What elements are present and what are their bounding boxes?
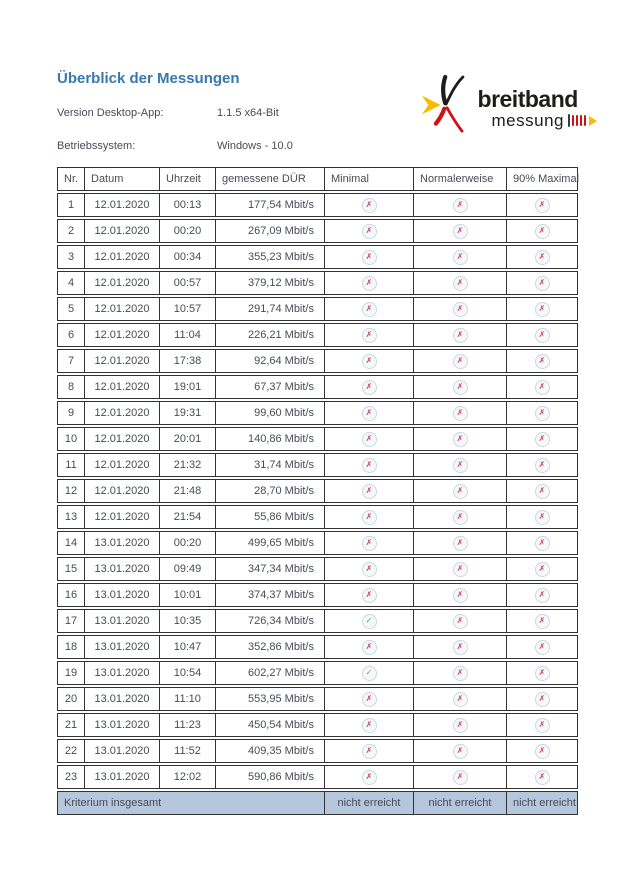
cell-uhrzeit: 00:20 [160,219,216,243]
meta-version-value: 1.1.5 x64-Bit [217,107,279,119]
cell-minimal [325,219,414,243]
cell-minimal [325,297,414,321]
cell-duer: 99,60 Mbit/s [216,401,325,425]
cross-icon: ✗ [362,406,377,421]
cell-maximal [507,635,578,659]
table-row [57,193,578,217]
cell-nr: 16 [57,583,85,607]
cell-duer: 347,34 Mbit/s [216,557,325,581]
cell-minimal [325,245,414,269]
cell-nr: 1 [57,193,85,217]
cross-icon: ✗ [362,328,377,343]
cross-icon: ✗ [535,536,550,551]
cell-duer: 379,12 Mbit/s [216,271,325,295]
cross-icon: ✗ [362,484,377,499]
cross-icon: ✗ [453,224,468,239]
table-row [57,375,578,399]
cell-uhrzeit: 00:57 [160,271,216,295]
cross-icon: ✗ [362,744,377,759]
col-header-uhrzeit: Uhrzeit [160,167,216,191]
logo-word-messung: messung [491,111,564,130]
check-icon: ✓ [362,614,377,629]
cell-normalerweise [414,635,507,659]
cross-icon: ✗ [535,614,550,629]
cross-icon: ✗ [535,484,550,499]
cell-normalerweise [414,765,507,789]
cell-nr: 15 [57,557,85,581]
table-row [57,219,578,243]
cross-icon: ✗ [362,458,377,473]
cell-nr: 22 [57,739,85,763]
cell-duer: 140,86 Mbit/s [216,427,325,451]
cell-nr: 2 [57,219,85,243]
cell-normalerweise [414,661,507,685]
cross-icon: ✗ [453,250,468,265]
cell-maximal [507,349,578,373]
cell-duer: 450,54 Mbit/s [216,713,325,737]
cross-icon: ✗ [453,432,468,447]
cell-maximal [507,583,578,607]
col-header-datum: Datum [85,167,160,191]
cell-nr: 18 [57,635,85,659]
check-icon: ✓ [362,666,377,681]
cell-maximal [507,531,578,555]
cell-normalerweise [414,427,507,451]
cell-duer: 92,64 Mbit/s [216,349,325,373]
cross-icon: ✗ [453,406,468,421]
cell-minimal [325,531,414,555]
cross-icon: ✗ [535,406,550,421]
cross-icon: ✗ [453,484,468,499]
cell-normalerweise [414,323,507,347]
cell-uhrzeit: 00:34 [160,245,216,269]
cross-icon: ✗ [535,718,550,733]
cross-icon: ✗ [362,198,377,213]
cell-normalerweise [414,505,507,529]
cell-datum: 12.01.2020 [85,193,160,217]
summary-normalerweise: nicht erreicht [414,791,507,815]
cell-nr: 7 [57,349,85,373]
cell-normalerweise [414,557,507,581]
cross-icon: ✗ [453,510,468,525]
cell-uhrzeit: 21:32 [160,453,216,477]
meta-version-label: Version Desktop-App: [57,107,164,119]
cell-nr: 14 [57,531,85,555]
cross-icon: ✗ [535,380,550,395]
cross-icon: ✗ [535,354,550,369]
cross-icon: ✗ [535,432,550,447]
cell-duer: 409,35 Mbit/s [216,739,325,763]
cell-nr: 5 [57,297,85,321]
meta-os-label: Betriebssystem: [57,140,136,152]
table-row [57,531,578,555]
cell-duer: 726,34 Mbit/s [216,609,325,633]
table-row [57,245,578,269]
table-row [57,739,578,763]
cell-duer: 55,86 Mbit/s [216,505,325,529]
cell-minimal [325,557,414,581]
signal-bars-icon [566,114,597,127]
cell-nr: 8 [57,375,85,399]
table-row [57,297,578,321]
cell-datum: 13.01.2020 [85,713,160,737]
cell-uhrzeit: 21:54 [160,505,216,529]
cross-icon: ✗ [535,250,550,265]
table-row [57,713,578,737]
cross-icon: ✗ [453,770,468,785]
cell-minimal [325,193,414,217]
cell-nr: 9 [57,401,85,425]
cell-maximal [507,297,578,321]
cross-icon: ✗ [535,692,550,707]
cell-maximal [507,687,578,711]
cell-minimal [325,713,414,737]
logo-wordmark [478,88,597,129]
cell-datum: 12.01.2020 [85,271,160,295]
cross-icon: ✗ [362,562,377,577]
cell-maximal [507,713,578,737]
cell-datum: 12.01.2020 [85,349,160,373]
measurements-table [57,165,578,817]
table-row [57,583,578,607]
cross-icon: ✗ [535,588,550,603]
cross-icon: ✗ [453,302,468,317]
cell-uhrzeit: 10:54 [160,661,216,685]
breitbandmessung-logo [420,74,597,136]
cross-icon: ✗ [362,276,377,291]
cell-maximal [507,375,578,399]
cell-uhrzeit: 12:02 [160,765,216,789]
cross-icon: ✗ [362,770,377,785]
cell-uhrzeit: 11:10 [160,687,216,711]
cell-normalerweise [414,479,507,503]
cell-datum: 13.01.2020 [85,635,160,659]
cell-maximal [507,479,578,503]
col-header-nr: Nr. [57,167,85,191]
cell-minimal [325,375,414,399]
cell-maximal [507,401,578,425]
cross-icon: ✗ [535,276,550,291]
table-row [57,479,578,503]
logo-burst-icon [420,74,476,136]
cross-icon: ✗ [453,614,468,629]
cell-nr: 13 [57,505,85,529]
logo-word-breitband: breitband [477,86,578,112]
cell-nr: 6 [57,323,85,347]
cross-icon: ✗ [453,692,468,707]
cross-icon: ✗ [535,224,550,239]
cross-icon: ✗ [362,432,377,447]
cross-icon: ✗ [362,640,377,655]
cell-datum: 13.01.2020 [85,557,160,581]
cell-datum: 12.01.2020 [85,505,160,529]
cross-icon: ✗ [362,302,377,317]
cross-icon: ✗ [362,224,377,239]
cell-nr: 20 [57,687,85,711]
cell-maximal [507,609,578,633]
table-row [57,323,578,347]
cross-icon: ✗ [535,744,550,759]
table-row [57,609,578,633]
cell-datum: 13.01.2020 [85,661,160,685]
cell-normalerweise [414,375,507,399]
summary-label: Kriterium insgesamt [57,791,325,815]
table-body [57,193,578,789]
cross-icon: ✗ [453,562,468,577]
table-row [57,505,578,529]
cell-duer: 177,54 Mbit/s [216,193,325,217]
cell-datum: 12.01.2020 [85,375,160,399]
cell-normalerweise [414,297,507,321]
cell-minimal [325,323,414,347]
cross-icon: ✗ [362,250,377,265]
report-page [0,70,635,869]
cell-minimal [325,479,414,503]
cell-minimal [325,687,414,711]
cell-datum: 12.01.2020 [85,401,160,425]
cell-duer: 67,37 Mbit/s [216,375,325,399]
cross-icon: ✗ [453,666,468,681]
cell-duer: 590,86 Mbit/s [216,765,325,789]
cell-datum: 12.01.2020 [85,427,160,451]
cell-duer: 553,95 Mbit/s [216,687,325,711]
cell-uhrzeit: 21:48 [160,479,216,503]
cell-uhrzeit: 10:47 [160,635,216,659]
cell-duer: 352,86 Mbit/s [216,635,325,659]
cell-normalerweise [414,713,507,737]
table-row [57,661,578,685]
cross-icon: ✗ [453,718,468,733]
meta-os-row [57,140,635,152]
cell-uhrzeit: 17:38 [160,349,216,373]
cell-uhrzeit: 19:01 [160,375,216,399]
cell-normalerweise [414,271,507,295]
cell-normalerweise [414,531,507,555]
cell-datum: 13.01.2020 [85,531,160,555]
summary-maximal: nicht erreicht [507,791,578,815]
cell-normalerweise [414,687,507,711]
cross-icon: ✗ [362,692,377,707]
cell-minimal [325,661,414,685]
table-row [57,687,578,711]
table-header-row [57,167,578,191]
cell-normalerweise [414,219,507,243]
cross-icon: ✗ [362,354,377,369]
cell-minimal [325,765,414,789]
cell-nr: 23 [57,765,85,789]
cell-uhrzeit: 09:49 [160,557,216,581]
cell-normalerweise [414,583,507,607]
cross-icon: ✗ [453,536,468,551]
cell-normalerweise [414,401,507,425]
cross-icon: ✗ [453,354,468,369]
cell-datum: 13.01.2020 [85,583,160,607]
cell-minimal [325,609,414,633]
cell-uhrzeit: 00:20 [160,531,216,555]
cross-icon: ✗ [535,510,550,525]
cell-minimal [325,427,414,451]
cell-uhrzeit: 10:35 [160,609,216,633]
table-row [57,557,578,581]
cell-normalerweise [414,453,507,477]
cross-icon: ✗ [535,458,550,473]
cell-maximal [507,505,578,529]
table-row [57,765,578,789]
cell-datum: 12.01.2020 [85,479,160,503]
cross-icon: ✗ [453,744,468,759]
cell-datum: 13.01.2020 [85,765,160,789]
cross-icon: ✗ [453,458,468,473]
cell-uhrzeit: 11:04 [160,323,216,347]
cell-uhrzeit: 10:57 [160,297,216,321]
cell-nr: 21 [57,713,85,737]
cell-nr: 11 [57,453,85,477]
cell-duer: 602,27 Mbit/s [216,661,325,685]
cross-icon: ✗ [362,510,377,525]
cross-icon: ✗ [535,666,550,681]
cross-icon: ✗ [362,588,377,603]
col-header-maximal: 90% Maximal [507,167,578,191]
cell-uhrzeit: 20:01 [160,427,216,451]
cell-nr: 10 [57,427,85,451]
page-title: Überblick der Messungen [57,70,240,87]
cell-minimal [325,583,414,607]
cross-icon: ✗ [535,562,550,577]
cell-maximal [507,453,578,477]
cell-datum: 13.01.2020 [85,609,160,633]
cell-minimal [325,271,414,295]
col-header-duer: gemessene DÜR [216,167,325,191]
cell-minimal [325,739,414,763]
cell-nr: 19 [57,661,85,685]
cell-duer: 31,74 Mbit/s [216,453,325,477]
cell-normalerweise [414,349,507,373]
cell-datum: 13.01.2020 [85,739,160,763]
cell-duer: 499,65 Mbit/s [216,531,325,555]
cross-icon: ✗ [453,276,468,291]
cell-duer: 226,21 Mbit/s [216,323,325,347]
cell-minimal [325,453,414,477]
table-row [57,453,578,477]
cell-duer: 355,23 Mbit/s [216,245,325,269]
table-row [57,349,578,373]
col-header-normalerweise: Normalerweise [414,167,507,191]
cell-maximal [507,323,578,347]
cross-icon: ✗ [535,328,550,343]
cross-icon: ✗ [535,302,550,317]
cell-uhrzeit: 11:52 [160,739,216,763]
cell-maximal [507,271,578,295]
cell-normalerweise [414,245,507,269]
cell-uhrzeit: 19:31 [160,401,216,425]
cell-nr: 17 [57,609,85,633]
cross-icon: ✗ [453,328,468,343]
cell-datum: 12.01.2020 [85,219,160,243]
cell-maximal [507,661,578,685]
cross-icon: ✗ [453,640,468,655]
cross-icon: ✗ [453,380,468,395]
cross-icon: ✗ [535,198,550,213]
cross-icon: ✗ [362,536,377,551]
cell-duer: 291,74 Mbit/s [216,297,325,321]
cell-minimal [325,349,414,373]
cell-minimal [325,635,414,659]
cell-uhrzeit: 00:13 [160,193,216,217]
summary-minimal: nicht erreicht [325,791,414,815]
cell-datum: 12.01.2020 [85,453,160,477]
cell-maximal [507,219,578,243]
cell-normalerweise [414,739,507,763]
cell-nr: 12 [57,479,85,503]
cell-maximal [507,427,578,451]
meta-os-value: Windows - 10.0 [217,140,293,152]
cell-datum: 12.01.2020 [85,297,160,321]
table-row [57,401,578,425]
cell-duer: 267,09 Mbit/s [216,219,325,243]
table-row [57,427,578,451]
cross-icon: ✗ [453,198,468,213]
cross-icon: ✗ [535,640,550,655]
table-row [57,635,578,659]
cross-icon: ✗ [362,380,377,395]
cell-minimal [325,401,414,425]
cell-maximal [507,765,578,789]
cell-maximal [507,557,578,581]
cell-uhrzeit: 11:23 [160,713,216,737]
cell-datum: 13.01.2020 [85,687,160,711]
cross-icon: ✗ [535,770,550,785]
cell-normalerweise [414,193,507,217]
cell-duer: 28,70 Mbit/s [216,479,325,503]
cross-icon: ✗ [453,588,468,603]
cell-nr: 3 [57,245,85,269]
cell-minimal [325,505,414,529]
cell-nr: 4 [57,271,85,295]
cell-uhrzeit: 10:01 [160,583,216,607]
summary-row [57,791,578,815]
cell-maximal [507,245,578,269]
cell-duer: 374,37 Mbit/s [216,583,325,607]
cell-datum: 12.01.2020 [85,323,160,347]
cell-maximal [507,739,578,763]
col-header-minimal: Minimal [325,167,414,191]
cell-normalerweise [414,609,507,633]
cross-icon: ✗ [362,718,377,733]
cell-datum: 12.01.2020 [85,245,160,269]
cell-maximal [507,193,578,217]
table-row [57,271,578,295]
